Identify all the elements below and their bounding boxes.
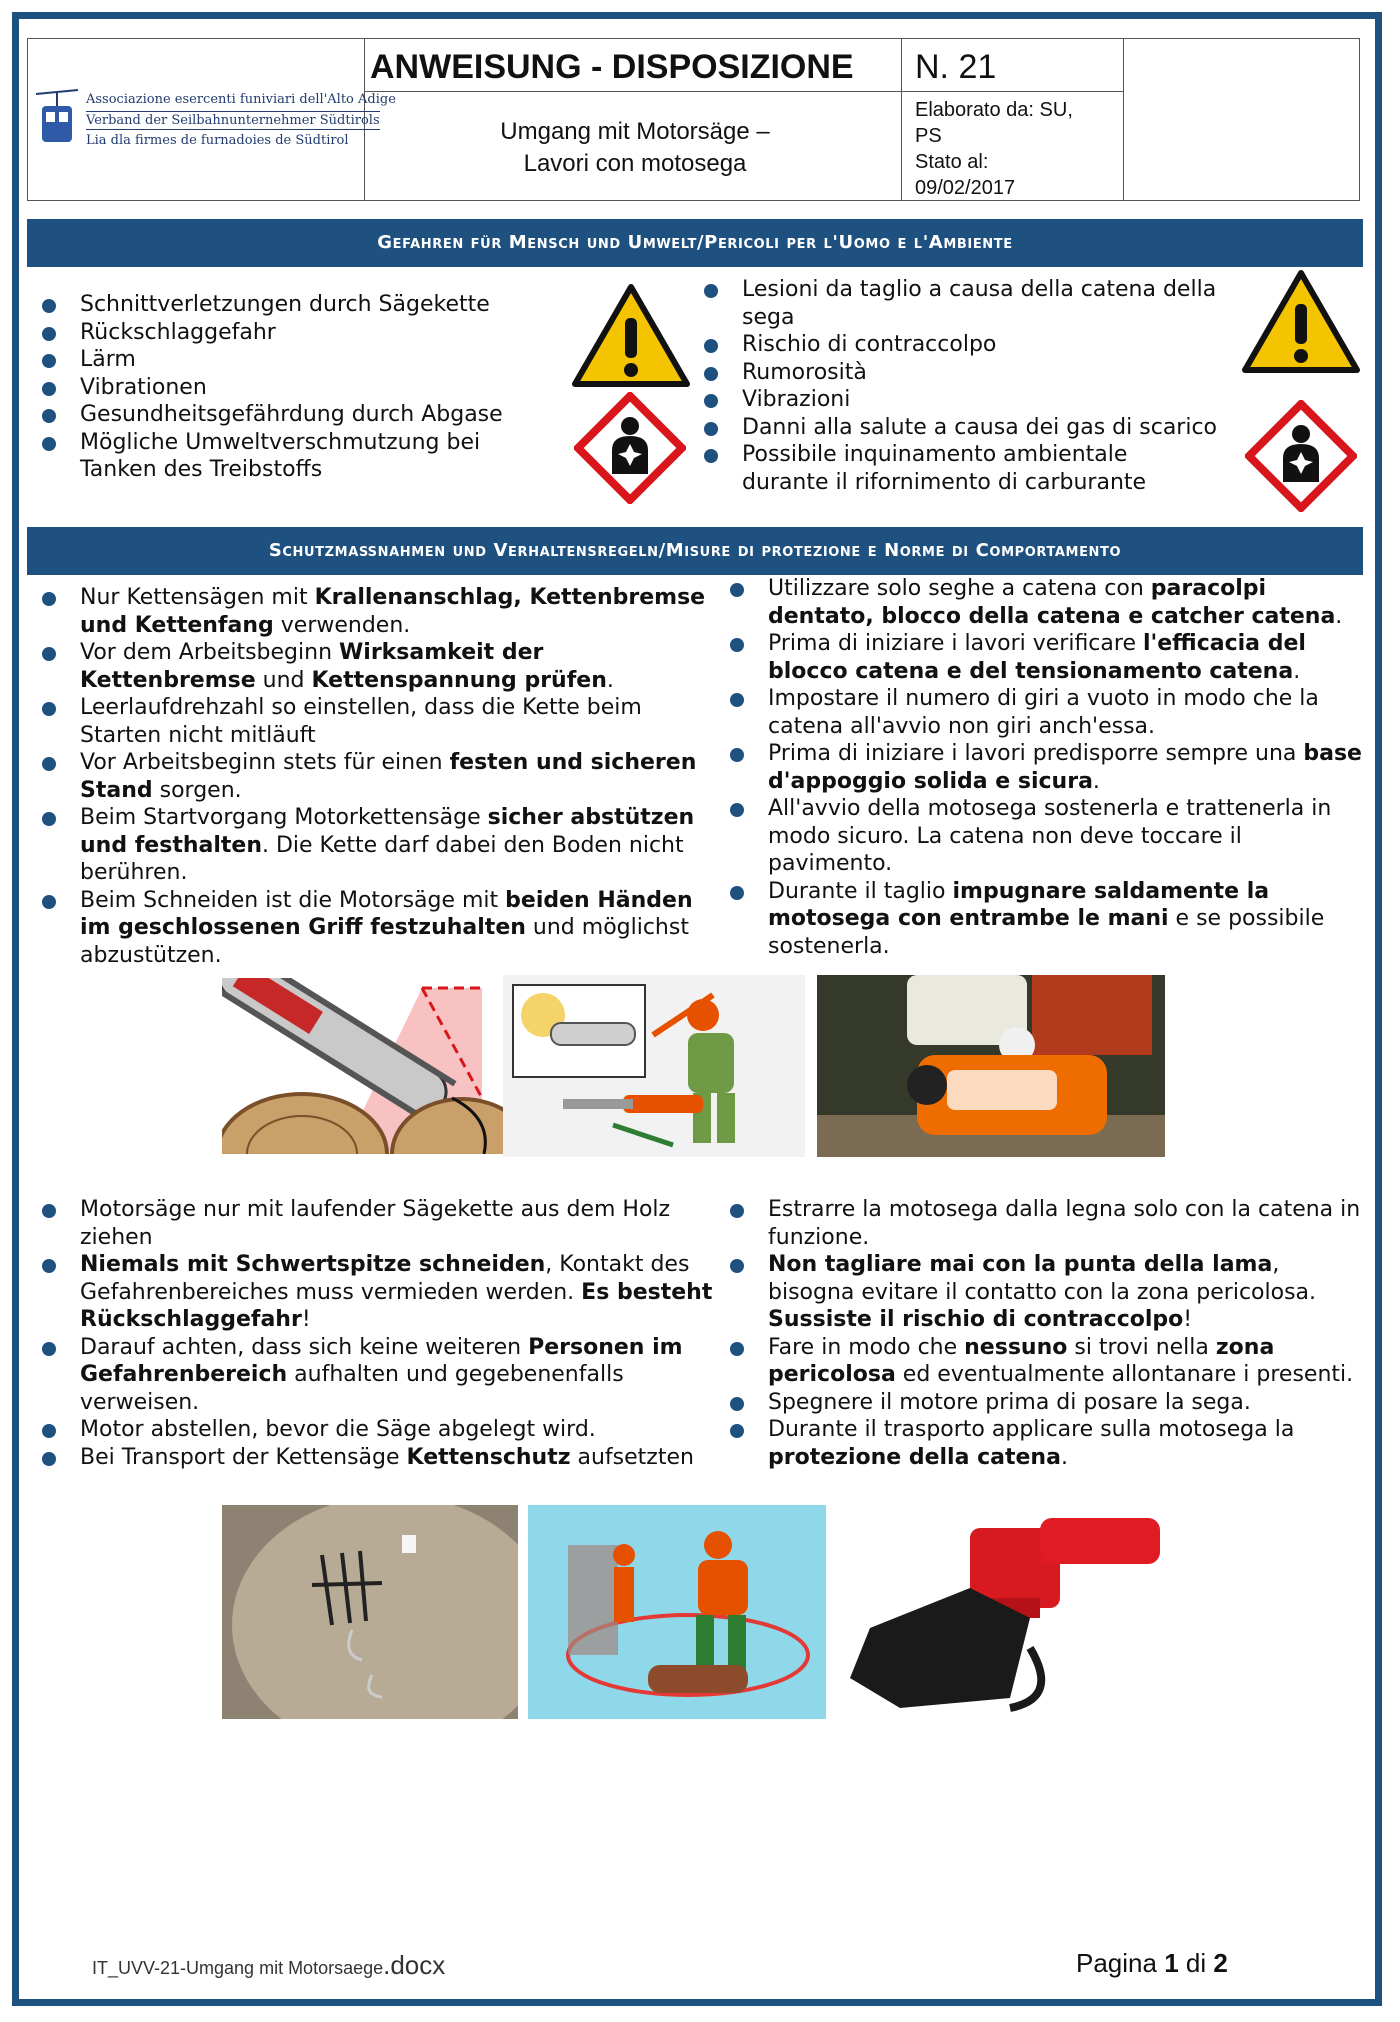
fuel-can-spout-photo	[840, 1508, 1190, 1718]
list-item: Gesundheitsgefährdung durch Abgase	[38, 401, 558, 429]
list-item: Fare in modo che nessuno si trovi nella zona pericolosa ed eventualmente allontanare i presenti.	[726, 1334, 1366, 1389]
list-item: Rischio di contraccolpo	[700, 331, 1220, 359]
list-item: Danni alla salute a causa dei gas di scarico	[700, 414, 1220, 442]
document-number: N. 21	[915, 48, 997, 86]
subtitle-de: Umgang mit Motorsäge –	[500, 118, 770, 145]
kickback-illustration	[503, 975, 805, 1157]
elaborated-by-cont: PS	[915, 125, 942, 147]
footer-page-number: Pagina 1 di 2	[1076, 1948, 1228, 1978]
health-hazard-icon	[1245, 400, 1357, 512]
list-item: Vibrazioni	[700, 386, 1220, 414]
list-item: Lärm	[38, 346, 558, 374]
kickback-zone-diagram	[222, 978, 504, 1154]
list-item: Schnittverletzungen durch Sägekette	[38, 291, 558, 319]
document-meta	[915, 97, 1115, 201]
footer-filename: IT_UVV-21-Umgang mit Motorsaege.docx	[92, 1950, 446, 1980]
protection-it-1	[726, 575, 1366, 960]
logo-line-de: Verband der Seilbahnunternehmer Südtirols	[86, 113, 380, 128]
danger-zone-illustration	[528, 1505, 826, 1719]
list-item: Rumorosità	[700, 359, 1220, 387]
subtitle-it: Lavori con motosega	[523, 150, 747, 177]
hazards-it	[700, 276, 1220, 496]
list-item: Darauf achten, dass sich keine weiteren Personen im Gefahrenbereich aufhalten und gegebenenfalls verweisen.	[38, 1334, 718, 1417]
logo-line-it: Associazione esercenti funiviari dell'Alto Adige	[86, 92, 396, 107]
list-item: Vor dem Arbeitsbeginn Wirksamkeit der Kettenbremse und Kettenspannung prüfen.	[38, 639, 708, 694]
list-item: Durante il trasporto applicare sulla motosega la protezione della catena.	[726, 1416, 1366, 1471]
list-item: Leerlaufdrehzahl so einstellen, dass die Kette beim Starten nicht mitläuft	[38, 694, 708, 749]
list-item: Nur Kettensägen mit Krallenanschlag, Kettenbremse und Kettenfang verwenden.	[38, 584, 708, 639]
list-item: Estrarre la motosega dalla legna solo con la catena in funzione.	[726, 1196, 1366, 1251]
status-label: Stato al:	[915, 151, 989, 173]
list-item: Vibrationen	[38, 374, 558, 402]
association-logo	[34, 84, 396, 154]
cable-car-icon	[36, 88, 78, 148]
health-hazard-icon	[574, 392, 686, 504]
list-item: All'avvio della motosega sostenerla e trattenerla in modo sicuro. La catena non deve toccare il pavimento.	[726, 795, 1366, 878]
list-item: Utilizzare solo seghe a catena con paracolpi dentato, blocco della catena e catcher catena.	[726, 575, 1366, 630]
warning-triangle-icon	[570, 282, 692, 390]
protection-de-1	[38, 584, 708, 969]
protection-heading: Schutzmaßnahmen und Verhaltensregeln/Misure di protezione e Norme di Comportamento	[27, 527, 1363, 575]
list-item: Lesioni da taglio a causa della catena della sega	[700, 276, 1220, 331]
list-item: Non tagliare mai con la punta della lama, bisogna evitare il contatto con la zona pericolosa. Sussiste il rischio di contraccolpo!	[726, 1251, 1366, 1334]
list-item: Beim Startvorgang Motorkettensäge sicher abstützen und festhalten. Die Kette darf dabei den Boden nicht berühren.	[38, 804, 708, 887]
list-item: Mögliche Umweltverschmutzung bei Tanken des Treibstoffs	[38, 429, 558, 484]
document-subtitle	[370, 116, 900, 180]
list-item: Motorsäge nur mit laufender Sägekette aus dem Holz ziehen	[38, 1196, 718, 1251]
hazards-heading: Gefahren für Mensch und Umwelt/Pericoli per l'Uomo e l'Ambiente	[27, 219, 1363, 267]
list-item: Niemals mit Schwertspitze schneiden, Kontakt des Gefahrenbereiches muss vermieden werden. Es besteht Rückschlaggefahr!	[38, 1251, 718, 1334]
list-item: Bei Transport der Kettensäge Kettenschutz aufsetzten	[38, 1444, 718, 1472]
list-item: Vor Arbeitsbeginn stets für einen festen und sicheren Stand sorgen.	[38, 749, 708, 804]
log-with-nails-photo	[222, 1505, 518, 1719]
protection-it-2	[726, 1196, 1366, 1471]
list-item: Spegnere il motore prima di posare la sega.	[726, 1389, 1366, 1417]
document-title: ANWEISUNG - DISPOSIZIONE	[370, 48, 854, 86]
list-item: Prima di iniziare i lavori verificare l'efficacia del blocco catena e del tensionamento catena.	[726, 630, 1366, 685]
list-item: Prima di iniziare i lavori predisporre sempre una base d'appoggio solida e sicura.	[726, 740, 1366, 795]
list-item: Motor abstellen, bevor die Säge abgelegt wird.	[38, 1416, 718, 1444]
logo-line-lad: Lia dla firmes de furnadoies de Südtirol	[86, 133, 349, 148]
hazards-de	[38, 291, 558, 484]
warning-triangle-icon	[1240, 268, 1362, 376]
list-item: Impostare il numero di giri a vuoto in modo che la catena all'avvio non giri anch'essa.	[726, 685, 1366, 740]
list-item: Durante il taglio impugnare saldamente la motosega con entrambe le mani e se possibile sostenerla.	[726, 878, 1366, 961]
list-item: Beim Schneiden ist die Motorsäge mit beiden Händen im geschlossenen Griff festzuhalten und möglichst abzustützen.	[38, 887, 708, 970]
refuelling-photo	[817, 975, 1165, 1157]
elaborated-by: Elaborato da: SU,	[915, 99, 1073, 121]
list-item: Rückschlaggefahr	[38, 319, 558, 347]
status-date: 09/02/2017	[915, 177, 1016, 199]
list-item: Possibile inquinamento ambientale durante il rifornimento di carburante	[700, 441, 1220, 496]
protection-de-2	[38, 1196, 718, 1471]
